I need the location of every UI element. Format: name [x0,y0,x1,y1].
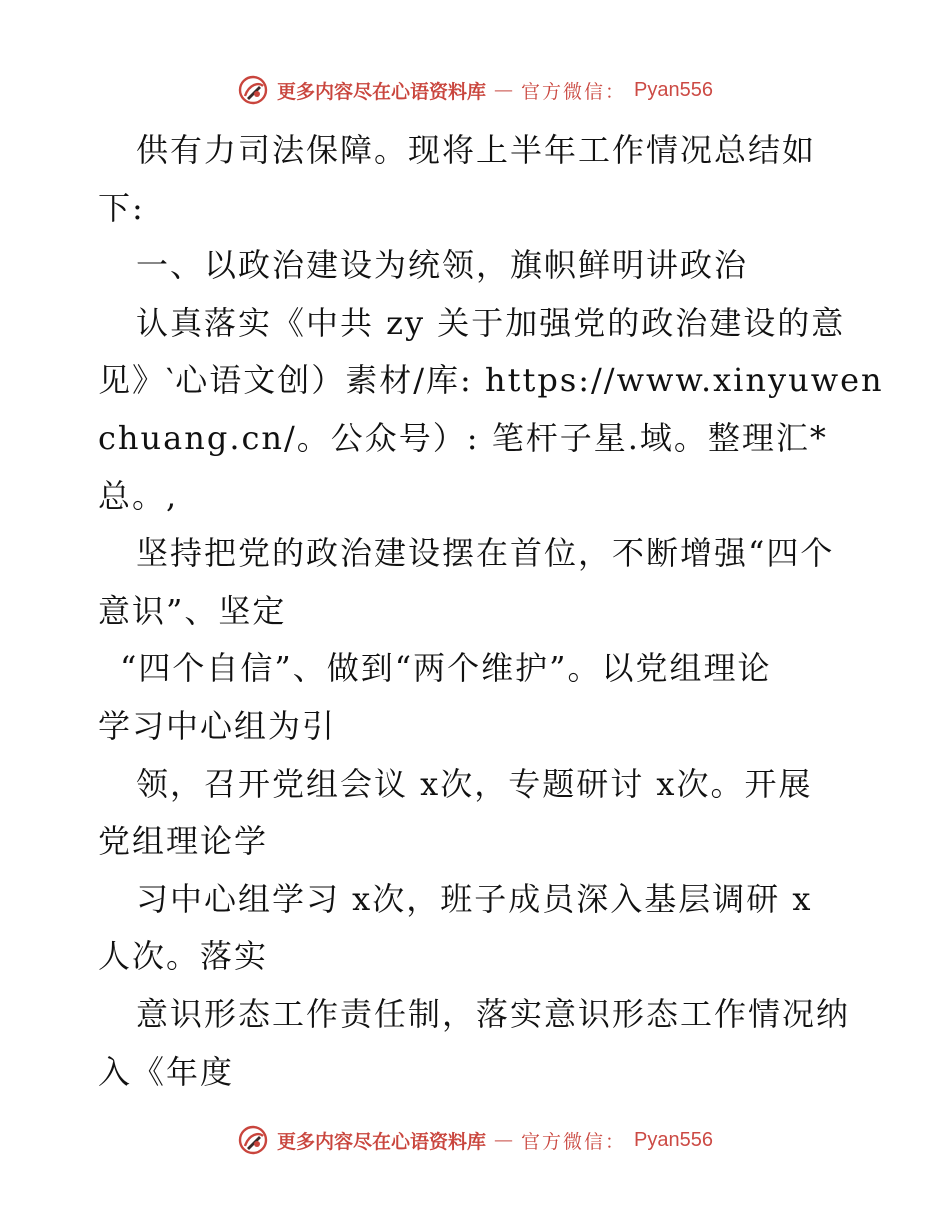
text-line: 下: [98,188,145,227]
pen-swirl-logo-icon [237,1124,269,1156]
document-body [98,122,884,1101]
text-line: 党组理论学 [98,822,269,861]
banner-wechat-label: 官方微信： [521,80,627,103]
text-line: 学习中心组为引 [98,706,337,745]
text-line: 习中心组学习 x次，班子成员深入基层调研 x [136,879,813,918]
banner-brand-text: 更多内容尽在心语资料库 [277,80,487,103]
banner-separator: — [494,1129,514,1151]
text-line: 人次。落实 [98,937,269,976]
banner-separator: — [494,79,514,101]
text-line: 坚持把党的政治建设摆在首位，不断增强“四个 [136,534,835,573]
header-watermark-banner [0,70,950,110]
text-line: 见》‵心语文创）素材/库: https://www.xinyuwen [98,361,884,400]
text-line: 意识形态工作责任制，落实意识形态工作情况纳 [136,994,851,1033]
text-line: 领，召开党组会议 x次，专题研讨 x次。开展 [136,764,813,803]
text-line: 意识”、坚定 [98,591,287,630]
banner-wechat-id: Pyan556 [634,78,713,101]
banner-wechat-id: Pyan556 [634,1128,713,1151]
text-line: 入《年度 [98,1052,235,1091]
text-line: 供有力司法保障。现将上半年工作情况总结如 [136,131,817,169]
text-line: chuang.cn/。公众号）: 笔杆子星.域。整理汇* [98,418,828,457]
banner-wechat-label: 官方微信： [521,1130,627,1153]
text-line: 总。, [98,476,179,515]
pen-swirl-logo-icon [237,74,269,106]
footer-watermark-banner [0,1120,950,1160]
section-heading: 一、以政治建设为统领，旗帜鲜明讲政治 [136,246,749,285]
banner-brand-text: 更多内容尽在心语资料库 [277,1130,487,1153]
text-line: “四个自信”、做到“两个维护”。以党组理论 [120,649,772,688]
text-line: 认真落实《中共 zy 关于加强党的政治建设的意 [136,303,846,342]
